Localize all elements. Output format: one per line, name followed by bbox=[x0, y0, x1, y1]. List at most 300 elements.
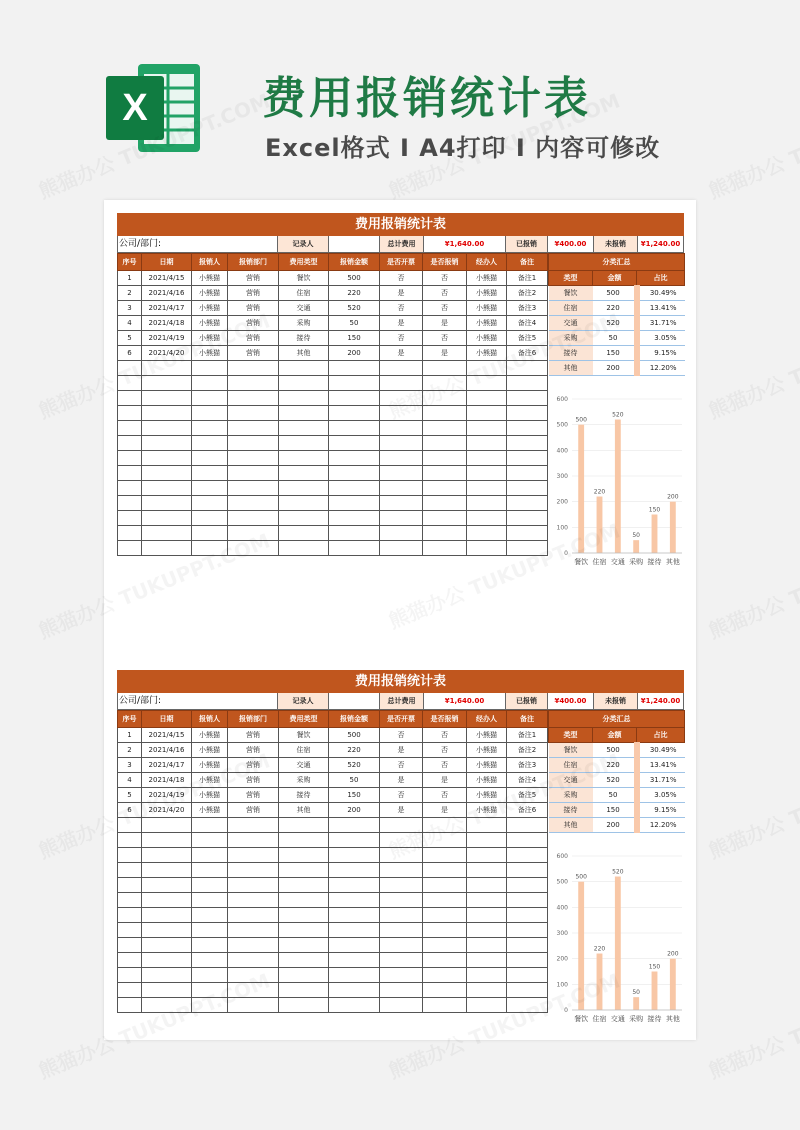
table-cell[interactable] bbox=[279, 818, 329, 833]
table-cell[interactable] bbox=[142, 938, 192, 953]
table-cell[interactable] bbox=[279, 436, 329, 451]
table-cell[interactable] bbox=[507, 511, 548, 526]
table-cell[interactable] bbox=[507, 421, 548, 436]
table-cell[interactable] bbox=[507, 968, 548, 983]
table-cell[interactable]: 150 bbox=[329, 788, 380, 803]
table-cell[interactable] bbox=[423, 511, 467, 526]
table-cell[interactable] bbox=[467, 541, 507, 556]
table-cell[interactable]: 否 bbox=[380, 758, 423, 773]
table-cell[interactable]: 营销 bbox=[228, 758, 279, 773]
table-cell[interactable] bbox=[467, 451, 507, 466]
table-cell[interactable] bbox=[118, 968, 142, 983]
table-cell[interactable] bbox=[142, 998, 192, 1013]
table-cell[interactable] bbox=[507, 361, 548, 376]
table-cell[interactable]: 采购 bbox=[279, 316, 329, 331]
table-cell[interactable] bbox=[467, 878, 507, 893]
table-cell[interactable] bbox=[228, 968, 279, 983]
summary-cell[interactable]: 30.49% bbox=[637, 286, 685, 301]
table-cell[interactable] bbox=[329, 466, 380, 481]
summary-cell[interactable]: 220 bbox=[593, 758, 637, 773]
table-cell[interactable]: 是 bbox=[380, 743, 423, 758]
table-cell[interactable] bbox=[329, 878, 380, 893]
summary-cell[interactable]: 住宿 bbox=[549, 301, 593, 316]
table-cell[interactable] bbox=[380, 391, 423, 406]
table-cell[interactable] bbox=[142, 983, 192, 998]
table-cell[interactable]: 否 bbox=[423, 301, 467, 316]
table-cell[interactable] bbox=[192, 391, 228, 406]
summary-cell[interactable]: 150 bbox=[593, 803, 637, 818]
summary-cell[interactable]: 31.71% bbox=[637, 773, 685, 788]
table-cell[interactable] bbox=[279, 923, 329, 938]
summary-cell[interactable]: 其他 bbox=[549, 818, 593, 833]
table-cell[interactable] bbox=[279, 526, 329, 541]
table-cell[interactable] bbox=[192, 466, 228, 481]
table-cell[interactable]: 2021/4/19 bbox=[142, 331, 192, 346]
table-cell[interactable] bbox=[423, 481, 467, 496]
table-cell[interactable] bbox=[118, 953, 142, 968]
table-cell[interactable] bbox=[380, 908, 423, 923]
table-cell[interactable]: 520 bbox=[329, 301, 380, 316]
summary-cell[interactable]: 13.41% bbox=[637, 301, 685, 316]
summary-cell[interactable]: 150 bbox=[593, 346, 637, 361]
table-cell[interactable] bbox=[507, 848, 548, 863]
table-cell[interactable] bbox=[118, 848, 142, 863]
table-cell[interactable] bbox=[228, 863, 279, 878]
summary-cell[interactable]: 接待 bbox=[549, 346, 593, 361]
table-cell[interactable] bbox=[279, 511, 329, 526]
table-cell[interactable] bbox=[228, 833, 279, 848]
table-cell[interactable] bbox=[329, 481, 380, 496]
table-cell[interactable]: 小熊猫 bbox=[192, 331, 228, 346]
table-cell[interactable] bbox=[118, 496, 142, 511]
table-cell[interactable]: 小熊猫 bbox=[467, 331, 507, 346]
table-cell[interactable] bbox=[118, 451, 142, 466]
table-cell[interactable] bbox=[380, 953, 423, 968]
table-cell[interactable]: 小熊猫 bbox=[192, 271, 228, 286]
table-cell[interactable] bbox=[118, 983, 142, 998]
table-cell[interactable] bbox=[329, 833, 380, 848]
summary-cell[interactable]: 500 bbox=[593, 743, 637, 758]
table-cell[interactable] bbox=[423, 893, 467, 908]
table-cell[interactable] bbox=[467, 481, 507, 496]
table-cell[interactable] bbox=[423, 451, 467, 466]
table-cell[interactable]: 1 bbox=[118, 271, 142, 286]
table-cell[interactable] bbox=[192, 908, 228, 923]
table-cell[interactable] bbox=[380, 496, 423, 511]
table-cell[interactable] bbox=[329, 361, 380, 376]
table-cell[interactable]: 营销 bbox=[228, 316, 279, 331]
table-cell[interactable] bbox=[192, 421, 228, 436]
table-cell[interactable] bbox=[329, 863, 380, 878]
table-cell[interactable] bbox=[380, 421, 423, 436]
table-cell[interactable] bbox=[118, 998, 142, 1013]
table-cell[interactable] bbox=[423, 968, 467, 983]
table-cell[interactable] bbox=[192, 833, 228, 848]
table-cell[interactable] bbox=[329, 953, 380, 968]
table-cell[interactable] bbox=[380, 923, 423, 938]
table-cell[interactable]: 交通 bbox=[279, 301, 329, 316]
table-cell[interactable] bbox=[329, 998, 380, 1013]
table-cell[interactable] bbox=[228, 391, 279, 406]
table-cell[interactable] bbox=[507, 406, 548, 421]
table-cell[interactable] bbox=[279, 848, 329, 863]
table-cell[interactable] bbox=[192, 938, 228, 953]
table-cell[interactable] bbox=[507, 436, 548, 451]
table-cell[interactable]: 50 bbox=[329, 316, 380, 331]
table-cell[interactable] bbox=[423, 421, 467, 436]
table-cell[interactable] bbox=[118, 376, 142, 391]
table-cell[interactable]: 餐饮 bbox=[279, 271, 329, 286]
table-cell[interactable] bbox=[329, 421, 380, 436]
table-cell[interactable] bbox=[507, 983, 548, 998]
table-cell[interactable] bbox=[142, 466, 192, 481]
table-cell[interactable]: 备注5 bbox=[507, 331, 548, 346]
table-cell[interactable] bbox=[142, 893, 192, 908]
recorder-value[interactable] bbox=[329, 236, 380, 252]
summary-cell[interactable]: 餐饮 bbox=[549, 286, 593, 301]
table-cell[interactable] bbox=[118, 436, 142, 451]
table-cell[interactable]: 营销 bbox=[228, 331, 279, 346]
table-cell[interactable]: 2021/4/16 bbox=[142, 743, 192, 758]
table-cell[interactable] bbox=[192, 893, 228, 908]
table-cell[interactable]: 小熊猫 bbox=[467, 773, 507, 788]
summary-cell[interactable]: 520 bbox=[593, 316, 637, 331]
table-cell[interactable] bbox=[329, 436, 380, 451]
table-cell[interactable] bbox=[192, 998, 228, 1013]
table-cell[interactable] bbox=[380, 436, 423, 451]
table-cell[interactable] bbox=[423, 953, 467, 968]
table-cell[interactable] bbox=[467, 863, 507, 878]
table-cell[interactable] bbox=[279, 391, 329, 406]
table-cell[interactable] bbox=[423, 818, 467, 833]
table-cell[interactable] bbox=[507, 863, 548, 878]
table-cell[interactable]: 4 bbox=[118, 773, 142, 788]
table-cell[interactable] bbox=[192, 451, 228, 466]
table-cell[interactable] bbox=[380, 481, 423, 496]
table-cell[interactable] bbox=[142, 451, 192, 466]
table-cell[interactable]: 3 bbox=[118, 758, 142, 773]
table-cell[interactable] bbox=[507, 376, 548, 391]
table-cell[interactable]: 小熊猫 bbox=[467, 758, 507, 773]
table-cell[interactable]: 备注2 bbox=[507, 286, 548, 301]
table-cell[interactable] bbox=[228, 496, 279, 511]
table-cell[interactable] bbox=[423, 526, 467, 541]
table-cell[interactable] bbox=[423, 361, 467, 376]
table-cell[interactable] bbox=[279, 361, 329, 376]
table-cell[interactable]: 5 bbox=[118, 331, 142, 346]
table-cell[interactable]: 3 bbox=[118, 301, 142, 316]
table-cell[interactable] bbox=[507, 953, 548, 968]
summary-cell[interactable]: 住宿 bbox=[549, 758, 593, 773]
table-cell[interactable] bbox=[423, 406, 467, 421]
summary-cell[interactable]: 其他 bbox=[549, 361, 593, 376]
table-cell[interactable] bbox=[507, 833, 548, 848]
table-cell[interactable] bbox=[380, 361, 423, 376]
table-cell[interactable] bbox=[118, 878, 142, 893]
table-cell[interactable] bbox=[423, 391, 467, 406]
table-cell[interactable] bbox=[423, 863, 467, 878]
table-cell[interactable]: 备注5 bbox=[507, 788, 548, 803]
table-cell[interactable] bbox=[423, 466, 467, 481]
table-cell[interactable] bbox=[279, 863, 329, 878]
table-cell[interactable] bbox=[118, 391, 142, 406]
table-cell[interactable] bbox=[142, 361, 192, 376]
table-cell[interactable] bbox=[423, 923, 467, 938]
table-cell[interactable] bbox=[192, 968, 228, 983]
table-cell[interactable] bbox=[329, 848, 380, 863]
summary-cell[interactable]: 200 bbox=[593, 818, 637, 833]
table-cell[interactable] bbox=[192, 878, 228, 893]
table-cell[interactable] bbox=[192, 511, 228, 526]
table-cell[interactable]: 2021/4/17 bbox=[142, 301, 192, 316]
table-cell[interactable]: 4 bbox=[118, 316, 142, 331]
table-cell[interactable] bbox=[507, 526, 548, 541]
table-cell[interactable]: 营销 bbox=[228, 346, 279, 361]
table-cell[interactable]: 2021/4/17 bbox=[142, 758, 192, 773]
table-cell[interactable]: 采购 bbox=[279, 773, 329, 788]
table-cell[interactable]: 小熊猫 bbox=[192, 316, 228, 331]
table-cell[interactable]: 营销 bbox=[228, 271, 279, 286]
table-cell[interactable] bbox=[192, 361, 228, 376]
table-cell[interactable] bbox=[329, 511, 380, 526]
table-cell[interactable] bbox=[380, 878, 423, 893]
table-cell[interactable]: 住宿 bbox=[279, 286, 329, 301]
table-cell[interactable]: 其他 bbox=[279, 803, 329, 818]
table-cell[interactable] bbox=[228, 481, 279, 496]
table-cell[interactable] bbox=[192, 863, 228, 878]
table-cell[interactable] bbox=[507, 938, 548, 953]
recorder-value[interactable] bbox=[329, 693, 380, 709]
summary-cell[interactable]: 采购 bbox=[549, 331, 593, 346]
table-cell[interactable]: 小熊猫 bbox=[467, 271, 507, 286]
table-cell[interactable] bbox=[467, 968, 507, 983]
table-cell[interactable] bbox=[118, 818, 142, 833]
table-cell[interactable] bbox=[467, 833, 507, 848]
table-cell[interactable] bbox=[380, 511, 423, 526]
table-cell[interactable] bbox=[118, 481, 142, 496]
table-cell[interactable] bbox=[467, 421, 507, 436]
table-cell[interactable] bbox=[228, 893, 279, 908]
table-cell[interactable] bbox=[423, 848, 467, 863]
table-cell[interactable] bbox=[423, 436, 467, 451]
table-cell[interactable] bbox=[467, 526, 507, 541]
table-cell[interactable]: 6 bbox=[118, 346, 142, 361]
table-cell[interactable]: 500 bbox=[329, 728, 380, 743]
table-cell[interactable] bbox=[380, 983, 423, 998]
table-cell[interactable] bbox=[142, 541, 192, 556]
table-cell[interactable]: 200 bbox=[329, 803, 380, 818]
summary-cell[interactable]: 220 bbox=[593, 301, 637, 316]
table-cell[interactable]: 1 bbox=[118, 728, 142, 743]
table-cell[interactable]: 备注6 bbox=[507, 346, 548, 361]
table-cell[interactable]: 备注3 bbox=[507, 301, 548, 316]
table-cell[interactable]: 200 bbox=[329, 346, 380, 361]
table-cell[interactable] bbox=[329, 968, 380, 983]
table-cell[interactable] bbox=[228, 541, 279, 556]
table-cell[interactable] bbox=[142, 833, 192, 848]
table-cell[interactable] bbox=[467, 893, 507, 908]
table-cell[interactable] bbox=[279, 376, 329, 391]
table-cell[interactable] bbox=[142, 481, 192, 496]
table-cell[interactable] bbox=[467, 923, 507, 938]
table-cell[interactable] bbox=[142, 526, 192, 541]
table-cell[interactable]: 小熊猫 bbox=[467, 728, 507, 743]
table-cell[interactable] bbox=[507, 878, 548, 893]
table-cell[interactable] bbox=[192, 923, 228, 938]
table-cell[interactable]: 备注3 bbox=[507, 758, 548, 773]
table-cell[interactable] bbox=[192, 376, 228, 391]
table-cell[interactable] bbox=[380, 451, 423, 466]
table-cell[interactable]: 2021/4/15 bbox=[142, 271, 192, 286]
table-cell[interactable] bbox=[279, 406, 329, 421]
table-cell[interactable]: 住宿 bbox=[279, 743, 329, 758]
table-cell[interactable] bbox=[329, 908, 380, 923]
table-cell[interactable]: 营销 bbox=[228, 301, 279, 316]
table-cell[interactable]: 否 bbox=[380, 331, 423, 346]
summary-cell[interactable]: 3.05% bbox=[637, 788, 685, 803]
table-cell[interactable] bbox=[142, 511, 192, 526]
table-cell[interactable]: 是 bbox=[380, 803, 423, 818]
table-cell[interactable] bbox=[329, 526, 380, 541]
table-cell[interactable] bbox=[192, 406, 228, 421]
table-cell[interactable] bbox=[467, 848, 507, 863]
table-cell[interactable] bbox=[228, 511, 279, 526]
table-cell[interactable] bbox=[279, 421, 329, 436]
table-cell[interactable] bbox=[228, 376, 279, 391]
summary-cell[interactable]: 采购 bbox=[549, 788, 593, 803]
table-cell[interactable]: 小熊猫 bbox=[192, 743, 228, 758]
table-cell[interactable] bbox=[279, 451, 329, 466]
summary-cell[interactable]: 200 bbox=[593, 361, 637, 376]
table-cell[interactable] bbox=[228, 451, 279, 466]
table-cell[interactable] bbox=[329, 938, 380, 953]
summary-cell[interactable]: 接待 bbox=[549, 803, 593, 818]
table-cell[interactable] bbox=[507, 451, 548, 466]
table-cell[interactable] bbox=[142, 421, 192, 436]
table-cell[interactable] bbox=[118, 466, 142, 481]
table-cell[interactable] bbox=[467, 511, 507, 526]
table-cell[interactable] bbox=[279, 908, 329, 923]
summary-cell[interactable]: 交通 bbox=[549, 316, 593, 331]
table-cell[interactable] bbox=[380, 541, 423, 556]
table-cell[interactable] bbox=[118, 938, 142, 953]
table-cell[interactable]: 2021/4/18 bbox=[142, 773, 192, 788]
table-cell[interactable] bbox=[118, 893, 142, 908]
table-cell[interactable] bbox=[279, 983, 329, 998]
table-cell[interactable] bbox=[467, 376, 507, 391]
table-cell[interactable] bbox=[118, 863, 142, 878]
table-cell[interactable]: 否 bbox=[423, 271, 467, 286]
table-cell[interactable] bbox=[467, 361, 507, 376]
table-cell[interactable] bbox=[142, 953, 192, 968]
table-cell[interactable] bbox=[507, 818, 548, 833]
table-cell[interactable] bbox=[467, 818, 507, 833]
table-cell[interactable] bbox=[228, 466, 279, 481]
table-cell[interactable] bbox=[380, 863, 423, 878]
table-cell[interactable] bbox=[380, 968, 423, 983]
table-cell[interactable]: 小熊猫 bbox=[467, 346, 507, 361]
table-cell[interactable]: 备注1 bbox=[507, 728, 548, 743]
table-cell[interactable] bbox=[228, 998, 279, 1013]
summary-cell[interactable]: 12.20% bbox=[637, 361, 685, 376]
table-cell[interactable] bbox=[228, 983, 279, 998]
table-cell[interactable]: 小熊猫 bbox=[192, 346, 228, 361]
summary-cell[interactable]: 30.49% bbox=[637, 743, 685, 758]
table-cell[interactable] bbox=[279, 893, 329, 908]
table-cell[interactable] bbox=[118, 541, 142, 556]
table-cell[interactable]: 2021/4/20 bbox=[142, 346, 192, 361]
table-cell[interactable] bbox=[192, 436, 228, 451]
table-cell[interactable]: 否 bbox=[423, 743, 467, 758]
table-cell[interactable] bbox=[507, 466, 548, 481]
table-cell[interactable]: 否 bbox=[380, 301, 423, 316]
table-cell[interactable]: 备注6 bbox=[507, 803, 548, 818]
table-cell[interactable] bbox=[228, 406, 279, 421]
table-cell[interactable] bbox=[507, 481, 548, 496]
table-cell[interactable] bbox=[118, 421, 142, 436]
table-cell[interactable]: 50 bbox=[329, 773, 380, 788]
table-cell[interactable] bbox=[467, 983, 507, 998]
table-cell[interactable]: 小熊猫 bbox=[192, 728, 228, 743]
summary-cell[interactable]: 交通 bbox=[549, 773, 593, 788]
table-cell[interactable]: 150 bbox=[329, 331, 380, 346]
table-cell[interactable]: 否 bbox=[380, 788, 423, 803]
table-cell[interactable] bbox=[142, 406, 192, 421]
table-cell[interactable] bbox=[380, 526, 423, 541]
table-cell[interactable] bbox=[279, 541, 329, 556]
table-cell[interactable] bbox=[507, 391, 548, 406]
table-cell[interactable]: 小熊猫 bbox=[192, 788, 228, 803]
table-cell[interactable] bbox=[423, 983, 467, 998]
table-cell[interactable] bbox=[507, 893, 548, 908]
table-cell[interactable] bbox=[228, 818, 279, 833]
summary-cell[interactable]: 31.71% bbox=[637, 316, 685, 331]
table-cell[interactable]: 营销 bbox=[228, 803, 279, 818]
table-cell[interactable] bbox=[329, 923, 380, 938]
table-cell[interactable] bbox=[279, 953, 329, 968]
table-cell[interactable] bbox=[380, 818, 423, 833]
summary-cell[interactable]: 12.20% bbox=[637, 818, 685, 833]
table-cell[interactable] bbox=[423, 376, 467, 391]
table-cell[interactable] bbox=[467, 406, 507, 421]
table-cell[interactable] bbox=[467, 436, 507, 451]
table-cell[interactable]: 接待 bbox=[279, 788, 329, 803]
table-cell[interactable] bbox=[228, 878, 279, 893]
table-cell[interactable]: 交通 bbox=[279, 758, 329, 773]
table-cell[interactable]: 否 bbox=[423, 331, 467, 346]
table-cell[interactable] bbox=[192, 818, 228, 833]
table-cell[interactable] bbox=[329, 818, 380, 833]
table-cell[interactable] bbox=[467, 466, 507, 481]
table-cell[interactable]: 5 bbox=[118, 788, 142, 803]
table-cell[interactable] bbox=[329, 451, 380, 466]
table-cell[interactable] bbox=[507, 908, 548, 923]
table-cell[interactable] bbox=[423, 938, 467, 953]
table-cell[interactable]: 否 bbox=[423, 758, 467, 773]
table-cell[interactable]: 小熊猫 bbox=[192, 301, 228, 316]
table-cell[interactable]: 备注2 bbox=[507, 743, 548, 758]
table-cell[interactable] bbox=[279, 878, 329, 893]
table-cell[interactable]: 小熊猫 bbox=[467, 286, 507, 301]
table-cell[interactable] bbox=[228, 938, 279, 953]
table-cell[interactable] bbox=[423, 496, 467, 511]
table-cell[interactable]: 否 bbox=[423, 286, 467, 301]
table-cell[interactable] bbox=[380, 938, 423, 953]
table-cell[interactable]: 520 bbox=[329, 758, 380, 773]
table-cell[interactable] bbox=[228, 908, 279, 923]
table-cell[interactable] bbox=[279, 938, 329, 953]
table-cell[interactable]: 是 bbox=[380, 346, 423, 361]
